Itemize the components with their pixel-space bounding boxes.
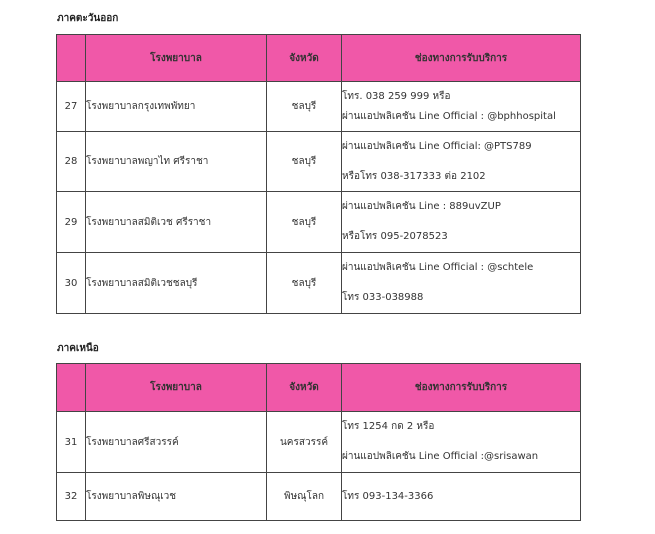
service-channel — [342, 412, 581, 473]
service-channel — [342, 192, 581, 253]
row-number: 30 — [57, 253, 86, 314]
section-title-north: ภาคเหนือ — [57, 343, 99, 354]
channel-line: หรือโทร 038-317333 ต่อ 2102 — [342, 170, 486, 182]
service-channel — [342, 473, 581, 521]
hospital-table-east — [56, 34, 581, 314]
hospital-name: โรงพยาบาลพญาไท ศรีราชา — [86, 132, 267, 192]
channel-line: โทร 1254 กด 2 หรือ — [342, 421, 435, 432]
table-row — [57, 82, 581, 132]
table-row — [57, 253, 581, 314]
service-channel — [342, 253, 581, 314]
row-number: 31 — [57, 412, 86, 473]
channel-line: โทร 093-134-3366 — [342, 490, 434, 502]
province: ชลบุรี — [267, 82, 342, 132]
row-number: 28 — [57, 132, 86, 192]
header-number — [57, 35, 86, 82]
row-number: 27 — [57, 82, 86, 132]
row-number: 29 — [57, 192, 86, 253]
province: พิษณุโลก — [267, 473, 342, 521]
table-row — [57, 412, 581, 473]
province: ชลบุรี — [267, 253, 342, 314]
section-title-east: ภาคตะวันออก — [57, 13, 119, 24]
header-channel: ช่องทางการรับบริการ — [342, 35, 581, 82]
channel-line: ผ่านแอปพลิเคชัน Line Official: @PTS789 — [342, 140, 532, 152]
hospital-name: โรงพยาบาลศรีสวรรค์ — [86, 412, 267, 473]
table-row — [57, 192, 581, 253]
header-province: จังหวัด — [267, 35, 342, 82]
hospital-name: โรงพยาบาลพิษณุเวช — [86, 473, 267, 521]
header-hospital: โรงพยาบาล — [86, 364, 267, 412]
channel-line: ผ่านแอปพลิเคชัน Line : 889uvZUP — [342, 201, 501, 212]
service-channel — [342, 132, 581, 192]
table-header-row — [57, 35, 581, 82]
hospital-name: โรงพยาบาลสมิติเวช ศรีราชา — [86, 192, 267, 253]
hospital-table-north — [56, 363, 581, 521]
header-channel: ช่องทางการรับบริการ — [342, 364, 581, 412]
province: ชลบุรี — [267, 132, 342, 192]
channel-line: ผ่านแอปพลิเคชัน Line Official : @schtele — [342, 262, 534, 273]
channel-line: โทร. 038 259 999 หรือ — [342, 90, 451, 102]
province: นครสวรรค์ — [267, 412, 342, 473]
header-province: จังหวัด — [267, 364, 342, 412]
hospital-name: โรงพยาบาลสมิติเวชชลบุรี — [86, 253, 267, 314]
province: ชลบุรี — [267, 192, 342, 253]
hospital-name: โรงพยาบาลกรุงเทพพัทยา — [86, 82, 267, 132]
header-hospital: โรงพยาบาล — [86, 35, 267, 82]
table-row — [57, 473, 581, 521]
channel-line: ผ่านแอปพลิเคชัน Line Official :@srisawan — [342, 451, 539, 462]
row-number: 32 — [57, 473, 86, 521]
channel-line: ผ่านแอปพลิเคชัน Line Official : @bphhospital — [342, 110, 556, 122]
table-header-row — [57, 364, 581, 412]
table-row — [57, 132, 581, 192]
channel-line: หรือโทร 095-2078523 — [342, 231, 448, 242]
service-channel — [342, 82, 581, 132]
header-number — [57, 364, 86, 412]
channel-line: โทร 033-038988 — [342, 292, 424, 303]
